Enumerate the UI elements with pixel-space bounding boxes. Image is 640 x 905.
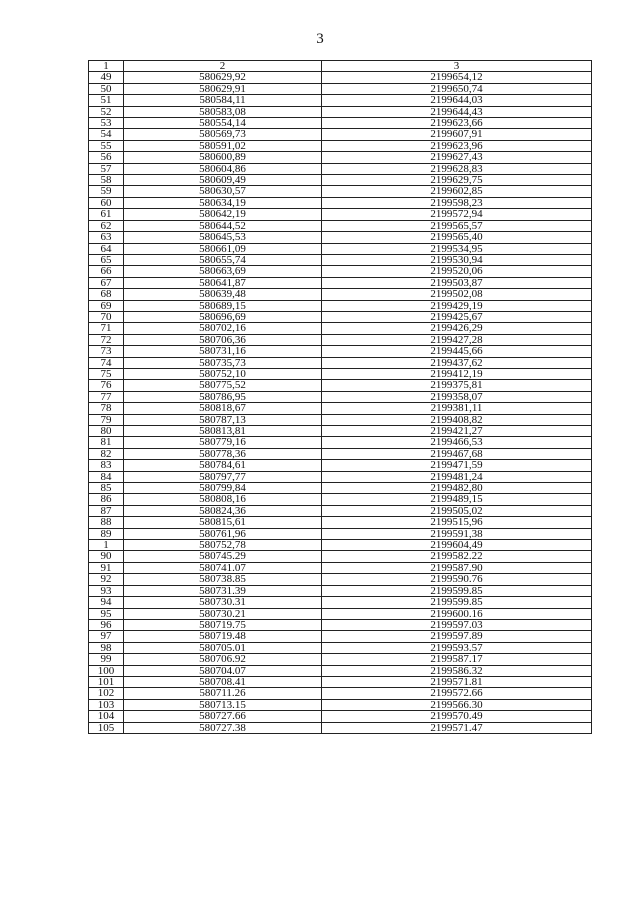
y-coordinate-cell: 2199590.76: [322, 574, 592, 585]
table-row: [89, 562, 592, 573]
point-number-cell: 85: [89, 483, 124, 494]
y-coordinate-cell: 2199437,62: [322, 357, 592, 368]
table-row: [89, 357, 592, 368]
table-row: [89, 574, 592, 585]
y-coordinate-cell: 2199644,43: [322, 106, 592, 117]
table-row: [89, 311, 592, 322]
x-coordinate-cell: 580584,11: [124, 95, 322, 106]
x-coordinate-cell: 580808,16: [124, 494, 322, 505]
y-coordinate-cell: 2199571.81: [322, 676, 592, 687]
table-row: [89, 254, 592, 265]
y-coordinate-cell: 2199623,96: [322, 140, 592, 151]
x-coordinate-cell: 580708.41: [124, 676, 322, 687]
x-coordinate-cell: 580735,73: [124, 357, 322, 368]
table-row: [89, 448, 592, 459]
point-number-cell: 98: [89, 642, 124, 653]
point-number-cell: 77: [89, 391, 124, 402]
x-coordinate-cell: 580641,87: [124, 277, 322, 288]
point-number-cell: 60: [89, 197, 124, 208]
y-coordinate-cell: 2199471,59: [322, 460, 592, 471]
y-coordinate-cell: 2199623,66: [322, 118, 592, 129]
x-coordinate-cell: 580752,78: [124, 540, 322, 551]
x-coordinate-cell: 580824,36: [124, 505, 322, 516]
y-coordinate-cell: 2199565,40: [322, 232, 592, 243]
x-coordinate-cell: 580719.48: [124, 631, 322, 642]
point-number-cell: 66: [89, 266, 124, 277]
table-row: [89, 118, 592, 129]
x-coordinate-cell: 580689,15: [124, 300, 322, 311]
y-coordinate-cell: 2199466,53: [322, 437, 592, 448]
x-coordinate-cell: 580661,09: [124, 243, 322, 254]
coordinates-table: [88, 60, 592, 734]
x-coordinate-cell: 580730.21: [124, 608, 322, 619]
x-coordinate-cell: 580629,92: [124, 72, 322, 83]
x-coordinate-cell: 580787,13: [124, 414, 322, 425]
point-number-cell: 103: [89, 699, 124, 710]
x-coordinate-cell: 580813,81: [124, 426, 322, 437]
table-row: [89, 699, 592, 710]
point-number-cell: 79: [89, 414, 124, 425]
x-coordinate-cell: 580609,49: [124, 175, 322, 186]
point-number-cell: 75: [89, 368, 124, 379]
point-number-cell: 74: [89, 357, 124, 368]
table-row: [89, 437, 592, 448]
y-coordinate-cell: 2199482,80: [322, 483, 592, 494]
x-coordinate-cell: 580634,19: [124, 197, 322, 208]
y-coordinate-cell: 2199503,87: [322, 277, 592, 288]
y-coordinate-cell: 2199426,29: [322, 323, 592, 334]
table-row: [89, 631, 592, 642]
y-coordinate-cell: 2199381,11: [322, 403, 592, 414]
point-number-cell: 97: [89, 631, 124, 642]
table-row: [89, 505, 592, 516]
x-coordinate-cell: 580629,91: [124, 83, 322, 94]
point-number-cell: 95: [89, 608, 124, 619]
x-coordinate-cell: 580738.85: [124, 574, 322, 585]
point-number-cell: 84: [89, 471, 124, 482]
point-number-cell: 70: [89, 311, 124, 322]
point-number-cell: 88: [89, 517, 124, 528]
table-row: [89, 688, 592, 699]
x-coordinate-cell: 580583,08: [124, 106, 322, 117]
point-number-cell: 99: [89, 654, 124, 665]
point-number-cell: 93: [89, 585, 124, 596]
y-coordinate-cell: 2199600.16: [322, 608, 592, 619]
point-number-cell: 55: [89, 140, 124, 151]
point-number-cell: 71: [89, 323, 124, 334]
table-row: [89, 232, 592, 243]
y-coordinate-cell: 2199597.89: [322, 631, 592, 642]
table-row: [89, 266, 592, 277]
x-coordinate-cell: 580745.29: [124, 551, 322, 562]
x-coordinate-cell: 580706.92: [124, 654, 322, 665]
y-coordinate-cell: 2199591,38: [322, 528, 592, 539]
x-coordinate-cell: 580604,86: [124, 163, 322, 174]
table-row: [89, 414, 592, 425]
table-row: [89, 654, 592, 665]
table-row: [89, 517, 592, 528]
point-number-cell: 1: [89, 540, 124, 551]
table-row: [89, 471, 592, 482]
y-coordinate-cell: 2199505,02: [322, 505, 592, 516]
point-number-cell: 82: [89, 448, 124, 459]
table-row: [89, 186, 592, 197]
y-coordinate-cell: 2199429,19: [322, 300, 592, 311]
x-coordinate-cell: 580655,74: [124, 254, 322, 265]
point-number-cell: 90: [89, 551, 124, 562]
y-coordinate-cell: 2199358,07: [322, 391, 592, 402]
y-coordinate-cell: 2199650,74: [322, 83, 592, 94]
table-row: [89, 676, 592, 687]
table-row: [89, 289, 592, 300]
table-row: [89, 426, 592, 437]
y-coordinate-cell: 2199602,85: [322, 186, 592, 197]
table-row: [89, 597, 592, 608]
table-row: [89, 346, 592, 357]
point-number-cell: 73: [89, 346, 124, 357]
point-number-cell: 91: [89, 562, 124, 573]
x-coordinate-cell: 580704.07: [124, 665, 322, 676]
table-row: [89, 277, 592, 288]
y-coordinate-cell: 2199572,94: [322, 209, 592, 220]
point-number-cell: 51: [89, 95, 124, 106]
x-coordinate-cell: 580663,69: [124, 266, 322, 277]
point-number-cell: 86: [89, 494, 124, 505]
table-row: [89, 608, 592, 619]
x-coordinate-cell: 580797,77: [124, 471, 322, 482]
y-coordinate-cell: 2199408,82: [322, 414, 592, 425]
y-coordinate-cell: 2199375,81: [322, 380, 592, 391]
y-coordinate-cell: 2199599.85: [322, 585, 592, 596]
point-number-cell: 58: [89, 175, 124, 186]
y-coordinate-cell: 2199654,12: [322, 72, 592, 83]
column-header-2: 2: [124, 61, 322, 72]
x-coordinate-cell: 580741.07: [124, 562, 322, 573]
x-coordinate-cell: 580778,36: [124, 448, 322, 459]
point-number-cell: 53: [89, 118, 124, 129]
point-number-cell: 68: [89, 289, 124, 300]
table-row: [89, 619, 592, 630]
y-coordinate-cell: 2199467,68: [322, 448, 592, 459]
table-row: [89, 334, 592, 345]
point-number-cell: 67: [89, 277, 124, 288]
column-header-1: 1: [89, 61, 124, 72]
y-coordinate-cell: 2199515,96: [322, 517, 592, 528]
y-coordinate-cell: 2199566.30: [322, 699, 592, 710]
x-coordinate-cell: 580644,52: [124, 220, 322, 231]
y-coordinate-cell: 2199587.90: [322, 562, 592, 573]
y-coordinate-cell: 2199644,03: [322, 95, 592, 106]
y-coordinate-cell: 2199628,83: [322, 163, 592, 174]
point-number-cell: 78: [89, 403, 124, 414]
point-number-cell: 102: [89, 688, 124, 699]
table-row: [89, 95, 592, 106]
x-coordinate-cell: 580600,89: [124, 152, 322, 163]
x-coordinate-cell: 580731.39: [124, 585, 322, 596]
y-coordinate-cell: 2199598,23: [322, 197, 592, 208]
table-row: [89, 380, 592, 391]
y-coordinate-cell: 2199412,19: [322, 368, 592, 379]
x-coordinate-cell: 580719.75: [124, 619, 322, 630]
page-number: 3: [316, 31, 324, 47]
point-number-cell: 81: [89, 437, 124, 448]
coordinates-table-body: [89, 61, 592, 734]
point-number-cell: 56: [89, 152, 124, 163]
y-coordinate-cell: 2199593.57: [322, 642, 592, 653]
point-number-cell: 69: [89, 300, 124, 311]
table-row: [89, 460, 592, 471]
point-number-cell: 96: [89, 619, 124, 630]
x-coordinate-cell: 580761,96: [124, 528, 322, 539]
x-coordinate-cell: 580818,67: [124, 403, 322, 414]
x-coordinate-cell: 580779,16: [124, 437, 322, 448]
point-number-cell: 80: [89, 426, 124, 437]
table-row: [89, 528, 592, 539]
table-row: [89, 368, 592, 379]
x-coordinate-cell: 580639,48: [124, 289, 322, 300]
table-row: [89, 494, 592, 505]
point-number-cell: 54: [89, 129, 124, 140]
table-row: [89, 140, 592, 151]
point-number-cell: 52: [89, 106, 124, 117]
y-coordinate-cell: 2199607,91: [322, 129, 592, 140]
table-row: [89, 197, 592, 208]
point-number-cell: 72: [89, 334, 124, 345]
y-coordinate-cell: 2199572.66: [322, 688, 592, 699]
x-coordinate-cell: 580554,14: [124, 118, 322, 129]
x-coordinate-cell: 580569,73: [124, 129, 322, 140]
x-coordinate-cell: 580786,95: [124, 391, 322, 402]
y-coordinate-cell: 2199520,06: [322, 266, 592, 277]
x-coordinate-cell: 580706,36: [124, 334, 322, 345]
y-coordinate-cell: 2199597.03: [322, 619, 592, 630]
x-coordinate-cell: 580815,61: [124, 517, 322, 528]
y-coordinate-cell: 2199627,43: [322, 152, 592, 163]
y-coordinate-cell: 2199534,95: [322, 243, 592, 254]
y-coordinate-cell: 2199565,57: [322, 220, 592, 231]
y-coordinate-cell: 2199587.17: [322, 654, 592, 665]
point-number-cell: 59: [89, 186, 124, 197]
table-row: [89, 711, 592, 722]
point-number-cell: 49: [89, 72, 124, 83]
table-row: [89, 163, 592, 174]
point-number-cell: 64: [89, 243, 124, 254]
y-coordinate-cell: 2199502,08: [322, 289, 592, 300]
table-row: [89, 483, 592, 494]
table-row: [89, 551, 592, 562]
x-coordinate-cell: 580784,61: [124, 460, 322, 471]
y-coordinate-cell: 2199445,66: [322, 346, 592, 357]
table-row: [89, 665, 592, 676]
table-row: [89, 175, 592, 186]
table-row: [89, 129, 592, 140]
table-header-row: [89, 61, 592, 72]
table-row: [89, 106, 592, 117]
y-coordinate-cell: 2199481,24: [322, 471, 592, 482]
point-number-cell: 87: [89, 505, 124, 516]
table-row: [89, 391, 592, 402]
point-number-cell: 83: [89, 460, 124, 471]
point-number-cell: 89: [89, 528, 124, 539]
point-number-cell: 61: [89, 209, 124, 220]
point-number-cell: 101: [89, 676, 124, 687]
table-row: [89, 642, 592, 653]
point-number-cell: 94: [89, 597, 124, 608]
x-coordinate-cell: 580731,16: [124, 346, 322, 357]
y-coordinate-cell: 2199427,28: [322, 334, 592, 345]
y-coordinate-cell: 2199530,94: [322, 254, 592, 265]
point-number-cell: 62: [89, 220, 124, 231]
table-row: [89, 403, 592, 414]
column-header-3: 3: [322, 61, 592, 72]
x-coordinate-cell: 580727.66: [124, 711, 322, 722]
point-number-cell: 76: [89, 380, 124, 391]
x-coordinate-cell: 580702,16: [124, 323, 322, 334]
y-coordinate-cell: 2199604,49: [322, 540, 592, 551]
y-coordinate-cell: 2199599.85: [322, 597, 592, 608]
y-coordinate-cell: 2199629,75: [322, 175, 592, 186]
x-coordinate-cell: 580642,19: [124, 209, 322, 220]
table-row: [89, 540, 592, 551]
x-coordinate-cell: 580630,57: [124, 186, 322, 197]
x-coordinate-cell: 580713.15: [124, 699, 322, 710]
point-number-cell: 92: [89, 574, 124, 585]
y-coordinate-cell: 2199586.32: [322, 665, 592, 676]
table-row: [89, 83, 592, 94]
x-coordinate-cell: 580730.31: [124, 597, 322, 608]
point-number-cell: 100: [89, 665, 124, 676]
table-row: [89, 323, 592, 334]
table-row: [89, 243, 592, 254]
x-coordinate-cell: 580727.38: [124, 722, 322, 733]
table-row: [89, 209, 592, 220]
point-number-cell: 63: [89, 232, 124, 243]
x-coordinate-cell: 580705.01: [124, 642, 322, 653]
y-coordinate-cell: 2199570.49: [322, 711, 592, 722]
x-coordinate-cell: 580799,84: [124, 483, 322, 494]
point-number-cell: 104: [89, 711, 124, 722]
table-row: [89, 300, 592, 311]
y-coordinate-cell: 2199489,15: [322, 494, 592, 505]
table-row: [89, 722, 592, 733]
x-coordinate-cell: 580591,02: [124, 140, 322, 151]
y-coordinate-cell: 2199571.47: [322, 722, 592, 733]
table-row: [89, 72, 592, 83]
x-coordinate-cell: 580696,69: [124, 311, 322, 322]
y-coordinate-cell: 2199582.22: [322, 551, 592, 562]
y-coordinate-cell: 2199421,27: [322, 426, 592, 437]
point-number-cell: 105: [89, 722, 124, 733]
point-number-cell: 65: [89, 254, 124, 265]
y-coordinate-cell: 2199425,67: [322, 311, 592, 322]
table-row: [89, 220, 592, 231]
point-number-cell: 57: [89, 163, 124, 174]
table-row: [89, 152, 592, 163]
x-coordinate-cell: 580775,52: [124, 380, 322, 391]
x-coordinate-cell: 580711.26: [124, 688, 322, 699]
x-coordinate-cell: 580645,53: [124, 232, 322, 243]
table-row: [89, 585, 592, 596]
point-number-cell: 50: [89, 83, 124, 94]
x-coordinate-cell: 580752,10: [124, 368, 322, 379]
